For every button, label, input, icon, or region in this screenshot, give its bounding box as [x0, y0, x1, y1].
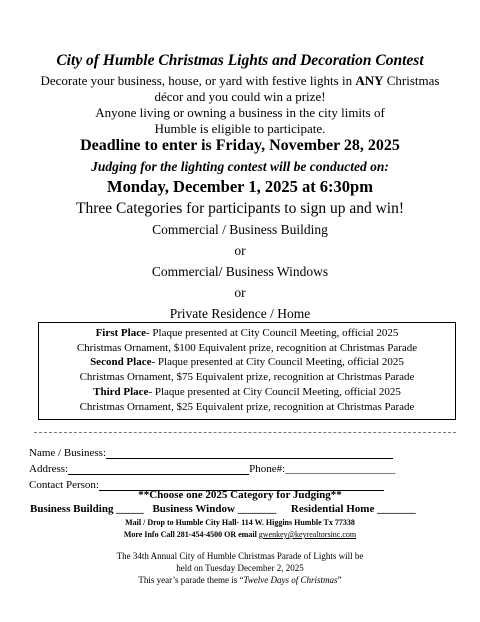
- judging-note: Judging for the lighting contest will be conducted on:: [91, 159, 389, 174]
- contest-title: City of Humble Christmas Lights and Decoration Contest: [56, 52, 424, 69]
- prizes-box: [38, 322, 456, 420]
- mail-address: Mail / Drop to Humble City Hall- 114 W. Higgins Humble Tx 77338: [125, 518, 355, 527]
- first-place-line-1: First Place- Plaque presented at City Council Meeting, official 2025: [95, 327, 399, 339]
- parade-theme: Twelve Days of Christmas: [243, 575, 338, 585]
- second-place-line-1: Second Place- Plaque presented at City Council Meeting, official 2025: [90, 356, 404, 369]
- category-options: [30, 503, 470, 515]
- first-place-line-2: Christmas Ornament, $100 Equivalent prize, recognition at Christmas Parade: [76, 341, 418, 354]
- category-separator: or: [234, 285, 246, 300]
- categories-list: [0, 221, 480, 326]
- intro-line-1: Decorate your business, house, or yard with festive lights in ANY Christmas: [40, 73, 440, 88]
- contact-info: More Info Call 281-454-4500 OR email gwenkey@keyrealtorsinc.com: [123, 530, 357, 539]
- parade-line-3: This year’s parade theme is “Twelve Days of Christmas”: [138, 575, 342, 585]
- mail-info: [0, 517, 480, 541]
- name-row: [29, 443, 469, 459]
- third-place-line-1: Third Place- Plaque presented at City Council Meeting, official 2025: [93, 385, 401, 398]
- judging-date: Monday, December 1, 2025 at 6:30pm: [107, 177, 373, 196]
- intro-text: [0, 73, 480, 137]
- categories-heading: Three Categories for participants to sign up and win!: [76, 200, 404, 217]
- first-place-label: First Place: [95, 327, 146, 339]
- category-separator: or: [234, 243, 246, 258]
- choose-category-heading: **Choose one 2025 Category for Judging**: [138, 489, 342, 501]
- third-place-label: Third Place: [93, 385, 149, 398]
- intro-line-3: Anyone living or owning a business in the city limits of: [95, 105, 385, 120]
- cut-line: [34, 432, 456, 433]
- name-field[interactable]: [106, 447, 393, 459]
- phone-label: Phone#:: [249, 463, 286, 475]
- third-place-line-2: Christmas Ornament, $25 Equivalent prize, recognition at Christmas Parade: [79, 400, 415, 413]
- option-residential-home[interactable]: Residential Home _______: [290, 503, 416, 515]
- address-label: Address:: [29, 463, 69, 475]
- second-place-line-2: Christmas Ornament, $75 Equivalent prize, recognition at Christmas Parade: [79, 371, 415, 384]
- any-emphasis: ANY: [355, 73, 384, 88]
- category-commercial-building: Commercial / Business Building: [152, 222, 328, 237]
- category-private-residence: Private Residence / Home: [169, 306, 311, 321]
- intro-line-2: décor and you could win a prize!: [154, 89, 326, 104]
- parade-line-2: held on Tuesday December 2, 2025: [176, 563, 304, 573]
- second-place-label: Second Place: [90, 356, 152, 369]
- intro-line-4: Humble is eligible to participate.: [154, 121, 326, 136]
- option-business-building[interactable]: Business Building _____: [30, 503, 144, 515]
- deadline-text: Deadline to enter is Friday, November 28, 2025: [80, 137, 400, 154]
- parade-line-1: The 34th Annual City of Humble Christmas Parade of Lights will be: [116, 551, 364, 561]
- entry-form: [29, 443, 469, 491]
- address-field[interactable]: [68, 463, 249, 475]
- address-row: [29, 459, 469, 475]
- contact-label: Contact Person:: [29, 479, 99, 491]
- name-label: Name / Business:: [29, 447, 106, 459]
- parade-info: [0, 550, 480, 586]
- phone-field[interactable]: ____________________: [285, 463, 396, 475]
- option-business-window[interactable]: Business Window _______: [152, 503, 277, 515]
- email-link[interactable]: gwenkey@keyrealtorsinc.com: [258, 530, 357, 539]
- category-commercial-windows: Commercial/ Business Windows: [151, 264, 329, 279]
